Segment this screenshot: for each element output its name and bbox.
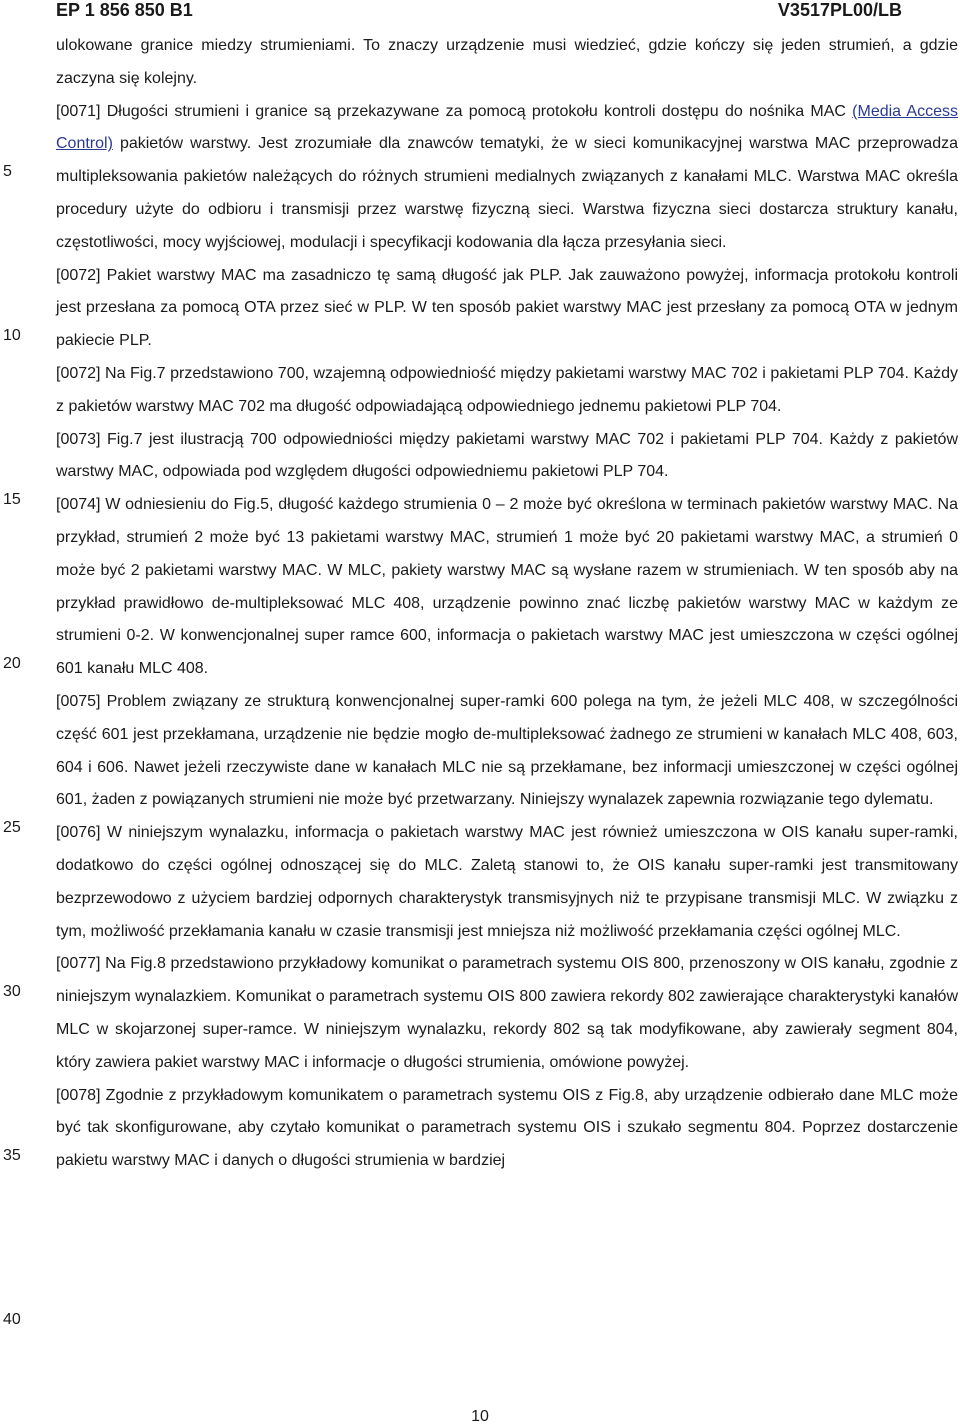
line-number: 35 bbox=[3, 1147, 21, 1164]
patent-number: EP 1 856 850 B1 bbox=[56, 0, 193, 20]
line-number: 30 bbox=[3, 983, 21, 1000]
line-number: 25 bbox=[3, 819, 21, 836]
paragraph-0073: [0073] Fig.7 jest ilustracją 700 odpowiedniości między pakietami warstwy MAC 702 i pakietami PLP 704. Każdy z pakietów warstwy MAC, odpowiada pod względem długości odpowiedniemu pakietowi PLP 704. bbox=[56, 430, 958, 481]
paragraph-0078: [0078] Zgodnie z przykładowym komunikatem o parametrach systemu OIS z Fig.8, aby urządzenie odbierało dane MLC może być tak skonfigurowane, aby czytało komunikat o parametrach systemu OIS i szukało segmentu 804. Poprzez dostarczenie pakietu warstwy MAC i danych o długości strumienia w bardziej bbox=[56, 1086, 958, 1170]
document-code: V3517PL00/LB bbox=[777, 0, 902, 20]
document-body bbox=[56, 30, 958, 1178]
line-number: 15 bbox=[3, 491, 21, 508]
mac-abbreviation-link[interactable]: (Media Access Control) bbox=[56, 102, 958, 153]
page-number: 10 bbox=[471, 1408, 489, 1425]
paragraph-0076: [0076] W niniejszym wynalazku, informacja o pakietach warstwy MAC jest również umieszczona w OIS kanału super-ramki, dodatkowo do części ogólnej odnoszącej się do MLC. Zaletą stanowi to, że OIS kanału super-ramki jest transmitowany bezprzewodowo z użyciem bardziej odpornych charakterystyk transmisyjnych niż te przypisane transmisji MLC. W związku z tym, możliwość przekłamania kanału w czasie transmisji jest mniejsza niż możliwość przekłamania części ogólnej MLC. bbox=[56, 824, 958, 940]
paragraph-0075: [0075] Problem związany ze strukturą konwencjonalnej super-ramki 600 polega na tym, że jeżeli MLC 408, w szczególności część 601 jest przekłamana, urządzenie nie będzie mogło de-multipleksować żadnego ze strumieni w kanałach MLC 408, 603, 604 i 606. Nawet jeżeli rzeczywiste dane w kanałach MLC nie są przekłamane, bez informacji umieszczonej w części ogólnej 601, żaden z powiązanych strumieni nie może być przetwarzany. Niniejszy wynalazek zapewnia rozwiązanie tego dylematu. bbox=[56, 692, 958, 809]
paragraph: ulokowane granice miedzy strumieniami. To znaczy urządzenie musi wiedzieć, gdzie kończy się jeden strumień, a gdzie zaczyna się kolejny. bbox=[56, 37, 958, 87]
paragraph-0077: [0077] Na Fig.8 przedstawiono przykładowy komunikat o parametrach systemu OIS 800, przenoszony w OIS kanału, zgodnie z niniejszym wynalazkiem. Komunikat o parametrach systemu OIS 800 zawiera rekordy 802 zawierające charakterystyki kanałów MLC w skojarzonej super-ramce. W niniejszym wynalazku, rekordy 802 są tak modyfikowane, aby zawierały segment 804, który zawiera pakiet warstwy MAC i informacje o długości strumienia, omówione powyżej. bbox=[56, 955, 958, 1071]
paragraph-0071 bbox=[56, 96, 958, 260]
paragraph-0074: [0074] W odniesieniu do Fig.5, długość każdego strumienia 0 – 2 może być określona w terminach pakietów warstwy MAC. Na przykład, strumień 2 może być 13 pakietami warstwy MAC, strumień 1 może być 20 pakietami warstwy MAC, a strumień 0 może być 2 pakietami warstwy MAC. W MLC, pakiety warstwy MAC są wysłane razem w strumieniach. W ten sposób aby na przykład prawidłowo de-multipleksować MLC 408, urządzenie powinno znać liczbę pakietów warstwy MAC w każdym ze strumieni 0-2. W konwencjonalnej super ramce 600, informacja o pakietach warstwy MAC jest umieszczona w części ogólnej 601 kanału MLC 408. bbox=[56, 496, 958, 678]
line-number: 40 bbox=[3, 1311, 21, 1328]
line-number: 20 bbox=[3, 655, 21, 672]
paragraph-text: [0071] Długości strumieni i granice są przekazywane za pomocą protokołu kontroli dostępu do nośnika MAC bbox=[56, 102, 853, 120]
paragraph-0072b: [0072] Na Fig.7 przedstawiono 700, wzajemną odpowiedniość między pakietami warstwy MAC 702 i pakietami PLP 704. Każdy z pakietów warstwy MAC 702 ma długość odpowiadającą odpowiedniego jednemu pakietowi PLP 704. bbox=[56, 364, 958, 415]
line-number: 5 bbox=[3, 163, 12, 180]
line-number: 10 bbox=[3, 327, 21, 344]
paragraph-text: pakietów warstwy. Jest zrozumiałe dla znawców tematyki, że w sieci komunikacyjnej warstwa MAC przeprowadza multipleksowania pakietów należących do różnych strumieni medialnych związanych z kanałami MLC. Warstwa MAC określa procedury użyte do odbioru i transmisji przez warstwę fizyczną sieci. Warstwa fizyczna sieci dostarcza struktury kanału, częstotliwości, mocy wyjściowej, modulacji i specyfikacji kodowania dla łącza przesyłania sieci. bbox=[56, 135, 958, 251]
paragraph-0072: [0072] Pakiet warstwy MAC ma zasadniczo tę samą długość jak PLP. Jak zauważono powyżej, informacja protokołu kontroli jest przesłana za pomocą OTA przez sieć w PLP. W ten sposób pakiet warstwy MAC jest przesłany za pomocą OTA w jednym pakiecie PLP. bbox=[56, 266, 958, 350]
